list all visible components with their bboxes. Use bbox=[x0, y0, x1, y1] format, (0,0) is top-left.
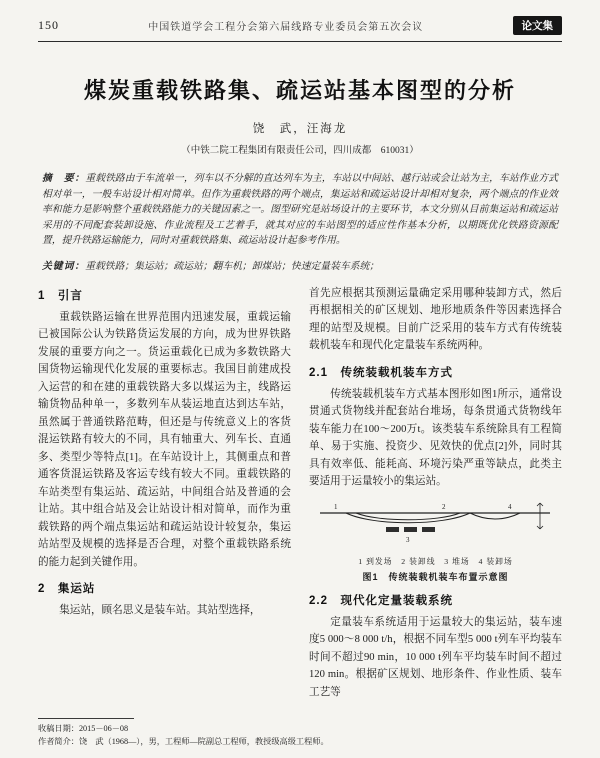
keywords-label: 关键词： bbox=[42, 260, 86, 272]
footnote-rule bbox=[38, 718, 134, 719]
figure-mark-4: 4 bbox=[507, 502, 511, 511]
section-2-1-heading: 2.1 传统装载机装车方式 bbox=[309, 366, 453, 379]
keywords-block bbox=[42, 258, 558, 272]
paper-title: 煤炭重载铁路集、疏运站基本图型的分析 bbox=[83, 78, 516, 103]
conference-title: 中国铁道学会工程分会第六届线路专业委员会第五次会议 bbox=[148, 22, 424, 33]
section-2-heading: 2 集运站 bbox=[38, 583, 96, 595]
section-1-paragraph: 重载铁路运输在世界范围内迅速发展，重载运输已被国际公认为铁路货运发展的方向，成为世界铁路发展的重要方向之一。货运重载化已成为多数铁路大国货物运输现代化发展的重要标志。我国目前建成投入运营的和在建的重载铁路大多以煤运为主，线路运输货物品种单一，多数列车从装运地直达到达车站，虽然属于普通铁路范畴，但还是与传统意义上的客货混运铁路有较大的不同，具有轴重大、列车长、直通多、类型少等特点[1]。在车站设计上，其侧重点和普通客货混运铁路及客运专线有较大不同。重载铁路的车站类型有集运站、疏运站，中间组合站及普通的会让站。其中组合站及会让站设计相对简单，而作为重载铁路的两个端点集运站和疏运站设计较复杂，集运站站型及规模的选择是否合理，对整个重载铁路系统的能力起到关键作用。 bbox=[38, 311, 291, 568]
received-date: 收稿日期：2015－06－08 bbox=[38, 724, 129, 733]
figure-mark-3: 3 bbox=[405, 535, 409, 544]
figure-caption: 图1 传统装载机装车布置示意图 bbox=[362, 571, 509, 582]
section-2-1-paragraph: 传统装载机装车方式基本图形如图1所示，通常设贯通式货物线并配套站台堆场，每条贯通式货物线年装车能力在100～200万t。该类装车系统除具有工程简单、易于实施、投资少、见效快的优点[2]外，同时其具有效率低、能耗高、环境污染严重等缺点，此类主要适用于运量较小的集运站。 bbox=[309, 388, 562, 487]
affiliation-line: （中铁二院工程集团有限责任公司，四川成都 610031） bbox=[181, 146, 419, 156]
authors-line: 饶 武，汪海龙 bbox=[252, 123, 348, 135]
section-1-heading: 1 引言 bbox=[38, 289, 83, 302]
author-bio: 作者简介：饶 武（1968—），男，工程师—院副总工程师，教授级高级工程师。 bbox=[38, 736, 329, 746]
body-columns bbox=[38, 285, 562, 702]
proceedings-badge: 论文集 bbox=[513, 16, 563, 35]
section-2-paragraph: 集运站，顾名思义是装车站。其站型选择， bbox=[59, 605, 261, 616]
section-2-2-heading: 2.2 现代化定量装载系统 bbox=[309, 594, 453, 607]
left-column bbox=[38, 285, 291, 702]
figure-1 bbox=[309, 499, 562, 583]
footnote-block bbox=[38, 718, 368, 748]
page-number: 150 bbox=[38, 18, 59, 32]
section-2-continued-paragraph: 首先应根据其预测运量确定采用哪种装卸方式，然后再根据相关的矿区规划、地形地质条件等因素选择合理的站型及规模。目前广泛采用的装车方式有传统装载机装车和现代化定量装车系统两种。 bbox=[309, 287, 562, 351]
abstract-text: 重载铁路由于车流单一，列车以不分解的直达列车为主，车站以中间站、越行站或会让站为主，车站作业方式相对单一，一般车站设计相对简单。但作为重载铁路的两个端点，集运站和疏运站设计却相对复杂，两个端点的作业效率和能力是影响整个重载铁路能力的关键因素之一。图型研究是站场设计的主要环节，本文分别从目前集运站和疏运站采用的不同配套装卸设施、作业流程及工艺着手，就其对应的车站图型的适应性作基本分析，以期既优化铁路资源配置，提升铁路运输能力，同时对重载铁路集、疏运站设计起参考作用。 bbox=[42, 173, 559, 246]
figure-mark-1: 1 bbox=[333, 502, 337, 511]
abstract-block bbox=[42, 171, 558, 249]
figure-mark-2: 2 bbox=[441, 502, 445, 511]
keywords-text: 重载铁路；集运站；疏运站；翻车机；卸煤站；快速定量装车系统； bbox=[85, 260, 380, 272]
section-2-2-paragraph: 定量装车系统适用于运量较大的集运站，装车速度5 000～8 000 t/h，根据不同车型5 000 t列车平均装车时间不超过90 min，10 000 t列车平均装车时间不超过120 min。根据矿区规划、地形条件、作业性质、装车工艺等 bbox=[309, 616, 562, 698]
right-column bbox=[309, 285, 562, 702]
page-header bbox=[38, 16, 562, 42]
track-layout-diagram bbox=[318, 499, 554, 555]
figure-legend: 1 到发场 2 装卸线 3 堆场 4 装卸场 bbox=[358, 556, 513, 566]
abstract-label: 摘 要： bbox=[42, 173, 86, 184]
